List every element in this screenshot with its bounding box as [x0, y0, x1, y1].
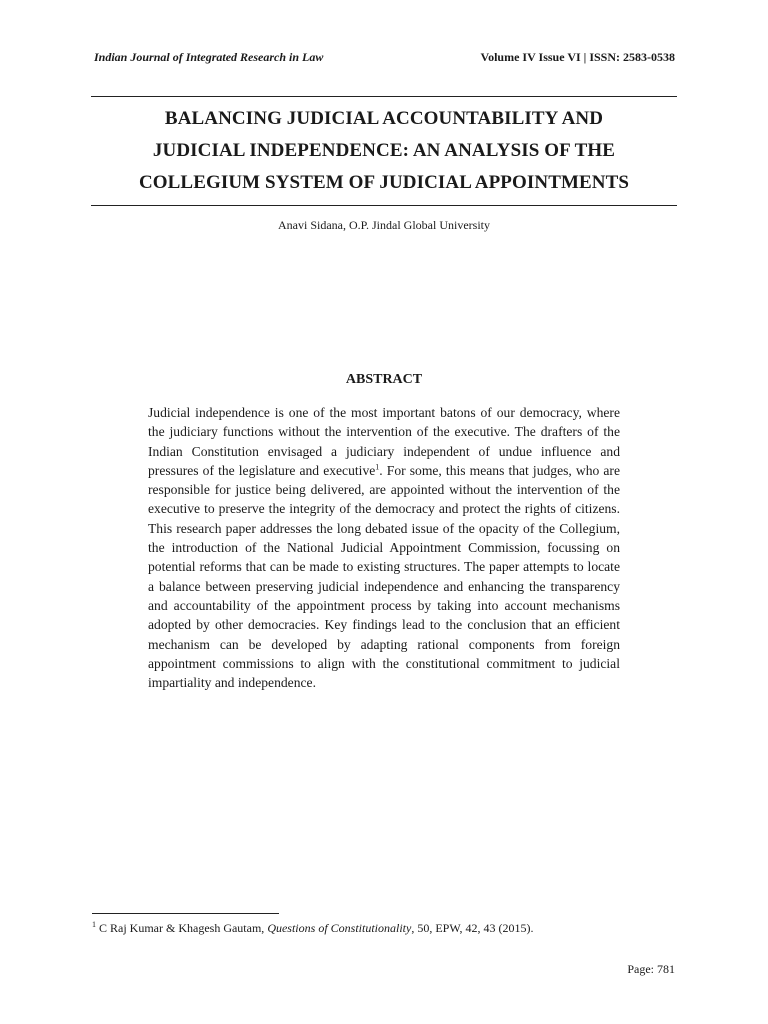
title-line-1: BALANCING JUDICIAL ACCOUNTABILITY AND — [164, 108, 604, 129]
abstract-heading: ABSTRACT — [345, 372, 423, 387]
issue-info: Volume IV Issue VI | ISSN: 2583-0538 — [480, 50, 675, 64]
footnote-authors: C Raj Kumar & Khagesh Gautam, — [96, 921, 268, 935]
footnote-separator — [92, 913, 279, 914]
footnote-citation: , 50, EPW, 42, 43 (2015). — [411, 921, 534, 935]
title-line-2: JUDICIAL INDEPENDENCE: AN ANALYSIS OF THE — [152, 140, 616, 161]
abstract-text-part-2: . For some, this means that judges, who are responsible for justice being delivered, are appointed without the intervention of the executive to preserve the integrity of the democracy and protect the rights of citizens. This research paper addresses the long debated issue of the opacity of the Collegium, the introduction of the National Judicial Appointment Commission, focussing on potential reforms that can be made to existing structures. The paper attempts to locate a balance between preserving judicial independence and enhancing the transparency and accountability of the appointment process by taking into account mechanisms adopted by other democracies. Key findings lead to the conclusion that an efficient mechanism can be developed by adapting rational components from foreign appointment commissions to align with the constitutional commitment to judicial impartiality and independence. — [148, 462, 620, 691]
footnote-work-title: Questions of Constitutionality — [267, 921, 412, 935]
footnote-number: 1 — [92, 920, 96, 929]
footnote — [92, 921, 534, 936]
paper-title — [91, 103, 677, 199]
title-line-3: COLLEGIUM SYSTEM OF JUDICIAL APPOINTMENTS — [138, 172, 630, 193]
journal-name: Indian Journal of Integrated Research in Law — [94, 50, 324, 64]
page-number: Page: 781 — [627, 962, 675, 976]
abstract-text-part-1: Judicial independence is one of the most important batons of our democracy, where the judiciary functions without the intervention of the executive. The drafters of the Indian Constitution envisaged a judiciary independent of undue influence and pressures of the legislature and executive — [148, 405, 620, 478]
title-bottom-rule — [91, 205, 677, 206]
title-top-rule — [91, 96, 677, 97]
abstract-text — [148, 403, 620, 692]
footnote-reference[interactable]: 1 — [375, 462, 380, 472]
author-affiliation: Anavi Sidana, O.P. Jindal Global University — [278, 218, 490, 232]
